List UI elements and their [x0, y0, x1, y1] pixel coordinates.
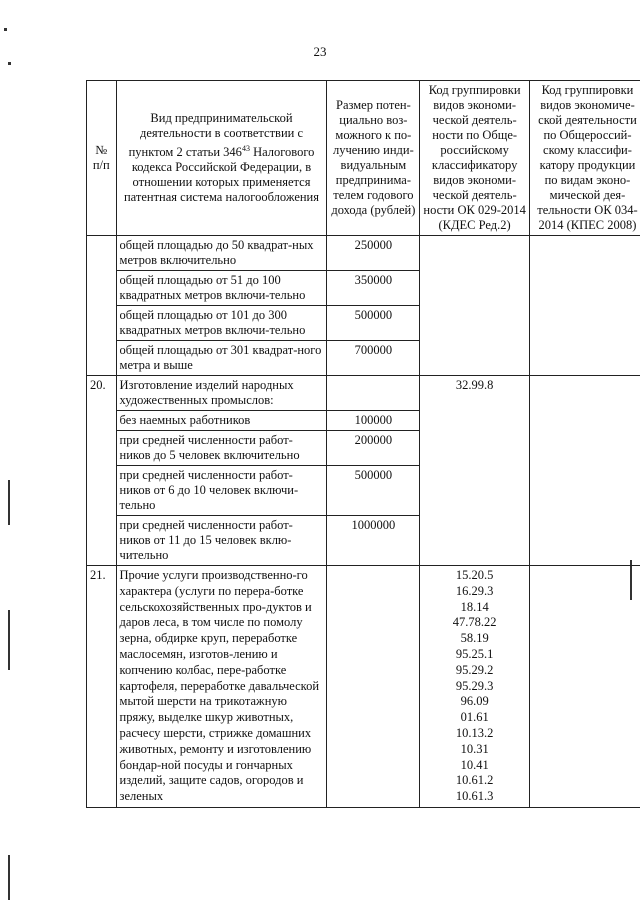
okved-code: 47.78.22: [452, 615, 497, 630]
header-num: № п/п: [87, 81, 117, 236]
income-cell: [327, 566, 420, 808]
scan-margin-line: [8, 480, 10, 525]
income-cell: 500000: [327, 306, 420, 341]
okved-code: 01.61: [460, 710, 489, 725]
okved-code: 16.29.3: [455, 583, 494, 598]
okpd-cell: [529, 376, 640, 566]
activity-cell: общей площадью от 51 до 100 квадратных метров включи-тельно: [116, 271, 327, 306]
okved-code: 10.41: [460, 757, 489, 772]
activity-cell: общей площадью от 301 квадрат-ного метра и выше: [116, 341, 327, 376]
activity-cell: при средней численности работ-ников до 5 человек включительно: [116, 431, 327, 466]
activity-cell: при средней численности работ-ников от 6 до 10 человек включи-тельно: [116, 466, 327, 516]
num-cell: [87, 236, 117, 376]
table-row: [87, 376, 640, 411]
scan-dot: [8, 62, 11, 65]
table-header-row: [87, 81, 640, 236]
activity-cell: без наемных работников: [116, 411, 327, 431]
activity-cell: при средней численности работ-ников от 11 до 15 человек вклю-чительно: [116, 516, 327, 566]
item-number: 21.: [87, 566, 117, 808]
okved-cell: [420, 236, 530, 376]
okved-code: 95.29.2: [455, 662, 494, 677]
okved-code: 95.25.1: [455, 646, 494, 661]
page-number: 23: [313, 44, 327, 59]
okved-code: 95.29.3: [455, 678, 494, 693]
income-cell: 1000000: [327, 516, 420, 566]
okved-code: 96.09: [460, 694, 489, 709]
header-activity-text: Вид предпринимательской деятельности в соответствии с пунктом 2 статьи 346: [128, 110, 303, 160]
scan-dot: [4, 28, 7, 31]
okved-code: 18.14: [460, 599, 489, 614]
scan-margin-line: [8, 855, 10, 900]
income-cell: [327, 376, 420, 411]
income-cell: 350000: [327, 271, 420, 306]
okved-code: 32.99.8: [420, 376, 530, 566]
activity-title: Изготовление изделий народных художественных промыслов:: [116, 376, 327, 411]
okved-codes-cell: [420, 566, 530, 808]
income-cell: 250000: [327, 236, 420, 271]
activity-cell: общей площадью от 101 до 300 квадратных метров включи-тельно: [116, 306, 327, 341]
footnote-sup: 43: [241, 143, 250, 153]
income-cell: 500000: [327, 466, 420, 516]
okpd-cell: [529, 236, 640, 376]
table-row: [87, 236, 640, 271]
okved-code: 10.31: [460, 741, 489, 756]
table-row: [87, 566, 640, 808]
activity-cell: общей площадью до 50 квадрат-ных метров включительно: [116, 236, 327, 271]
income-cell: 200000: [327, 431, 420, 466]
header-activity: [116, 81, 327, 236]
income-cell: 100000: [327, 411, 420, 431]
okved-code: 58.19: [460, 631, 489, 646]
okved-code: 10.13.2: [455, 725, 494, 740]
okved-code: 10.61.2: [455, 773, 494, 788]
patent-activities-table: [86, 80, 640, 808]
header-income: Размер потен-циально воз-можного к по-лучению инди-видуальным предпринима-телем годового дохода (рублей): [327, 81, 420, 236]
header-okpd: Код группировки видов экономиче-ской деятельности по Общероссий-скому классифи-катору продукции по видам эконо-мической дея-тельности ОК 034-2014 (КПЕС 2008): [529, 81, 640, 236]
header-okved: Код группировки видов экономи-ческой деятель-ности по Обще-российскому классификатору видов экономи-ческой деятель-ности ОК 029-2014 (КДЕС Ред.2): [420, 81, 530, 236]
scan-margin-line: [8, 610, 10, 670]
activity-cell: Прочие услуги производственно-го характера (услуги по перера-ботке сельскохозяйственных про-дуктов и даров леса, в том числе по помолу зерна, обдирке круп, переработке маслосемян, изготов-лению и копчению колбас, пере-работке картофеля, переработке давальческой мытой шерсти на трикотажную пряжу, выделке шкур животных, расчесу шерсти, стрижке домашних животных, ремонту и изготовлению бондар-ной посуды и гончарных изделий, защите садов, огородов и зеленых: [116, 566, 327, 808]
item-number: 20.: [87, 376, 117, 566]
income-cell: 700000: [327, 341, 420, 376]
header-activity-tail: Налогового кодекса Российской Федерации, в отношении которых применяется патентная система налогообложения: [123, 145, 319, 205]
okpd-cell: [529, 566, 640, 808]
okved-code: 15.20.5: [455, 568, 494, 582]
okved-code: 10.61.3: [455, 789, 494, 804]
